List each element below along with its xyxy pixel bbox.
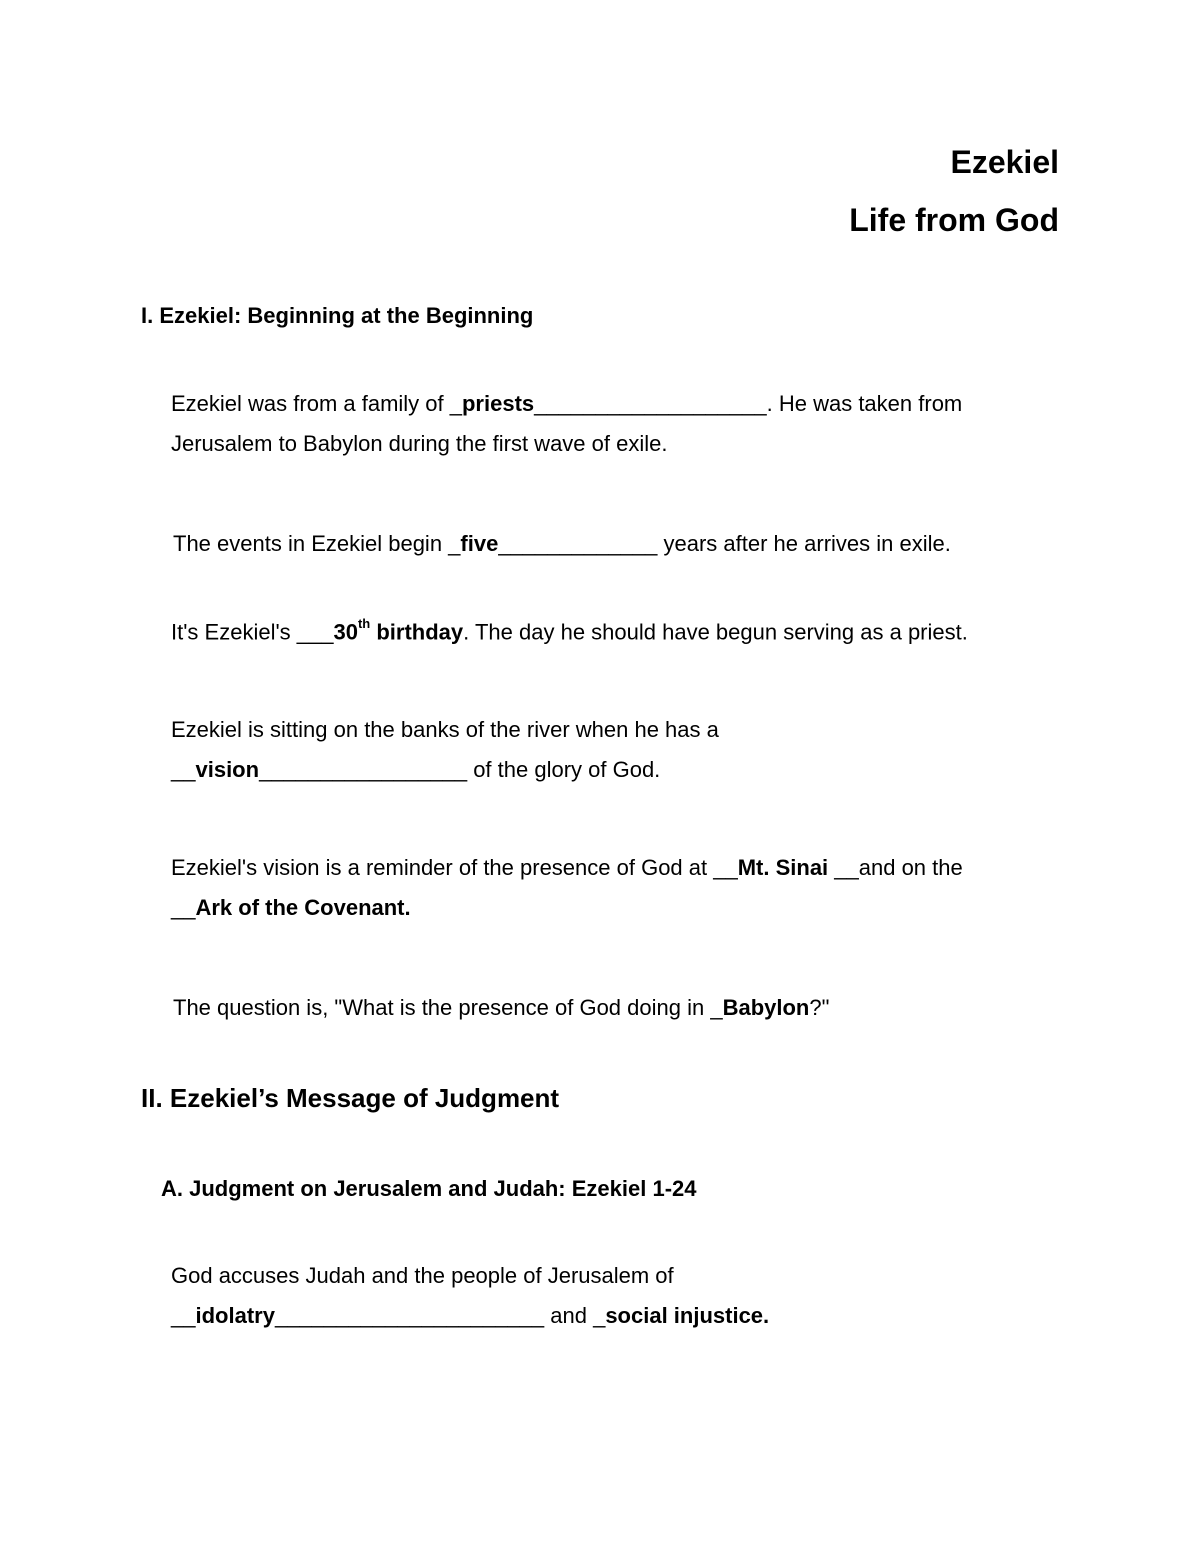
blank-line: ______________________	[274, 1303, 545, 1328]
blank-line: __	[171, 895, 196, 920]
section2-heading: II. Ezekiel’s Message of Judgment	[141, 1083, 560, 1113]
text: . He was taken from	[766, 391, 963, 416]
answer-text: 30	[333, 619, 358, 645]
blank-line: _________________	[259, 757, 468, 782]
text: The events in Ezekiel begin _	[173, 531, 461, 556]
answer-text: idolatry	[195, 1303, 275, 1328]
answer-text: birthday	[370, 619, 464, 645]
answer-text: social injustice.	[605, 1303, 770, 1328]
answer-text: five	[460, 531, 499, 556]
section1-p2	[173, 533, 951, 555]
blank-line: _____________	[498, 531, 658, 556]
text: __and on the	[828, 855, 963, 880]
blank-line: __	[171, 757, 196, 782]
section2-subA-p1-line2	[171, 1305, 769, 1327]
document-title: Ezekiel	[950, 144, 1059, 180]
section1-p6	[173, 997, 829, 1019]
text: It's Ezekiel's ___	[171, 619, 334, 645]
text: of the glory of God.	[467, 757, 661, 782]
section1-p5-line2	[171, 897, 411, 919]
answer-text: vision	[195, 757, 260, 782]
section1-p3	[171, 616, 968, 645]
text: ?"	[809, 995, 830, 1020]
text: years after he arrives in exile.	[657, 531, 951, 556]
answer-text: priests	[461, 391, 535, 416]
section2-subA-p1-line1: God accuses Judah and the people of Jerusalem of	[171, 1263, 674, 1288]
answer-text: Mt. Sinai	[737, 855, 829, 880]
text: . The day he should have begun serving as a priest.	[463, 619, 968, 645]
section1-p1-line2: Jerusalem to Babylon during the first wave of exile.	[171, 431, 668, 456]
blank-line: ___________________	[534, 391, 767, 416]
blank-line: __	[171, 1303, 196, 1328]
text: Ezekiel's vision is a reminder of the presence of God at __	[171, 855, 738, 880]
section1-heading: I. Ezekiel: Beginning at the Beginning	[141, 303, 534, 328]
text: Ezekiel was from a family of _	[171, 391, 462, 416]
section2-subA-heading: A. Judgment on Jerusalem and Judah: Ezekiel 1-24	[161, 1176, 697, 1201]
document-subtitle: Life from God	[849, 202, 1059, 238]
text: and _	[544, 1303, 606, 1328]
section1-p1-line1	[171, 393, 962, 415]
answer-text: Ark of the Covenant.	[195, 895, 411, 920]
ordinal-suffix: th	[357, 616, 371, 631]
section1-p4-line1: Ezekiel is sitting on the banks of the river when he has a	[171, 717, 719, 742]
answer-text: Babylon	[722, 995, 810, 1020]
text: The question is, "What is the presence of God doing in _	[173, 995, 723, 1020]
section1-p5-line1	[171, 857, 963, 879]
section1-p4-line2	[171, 759, 660, 781]
